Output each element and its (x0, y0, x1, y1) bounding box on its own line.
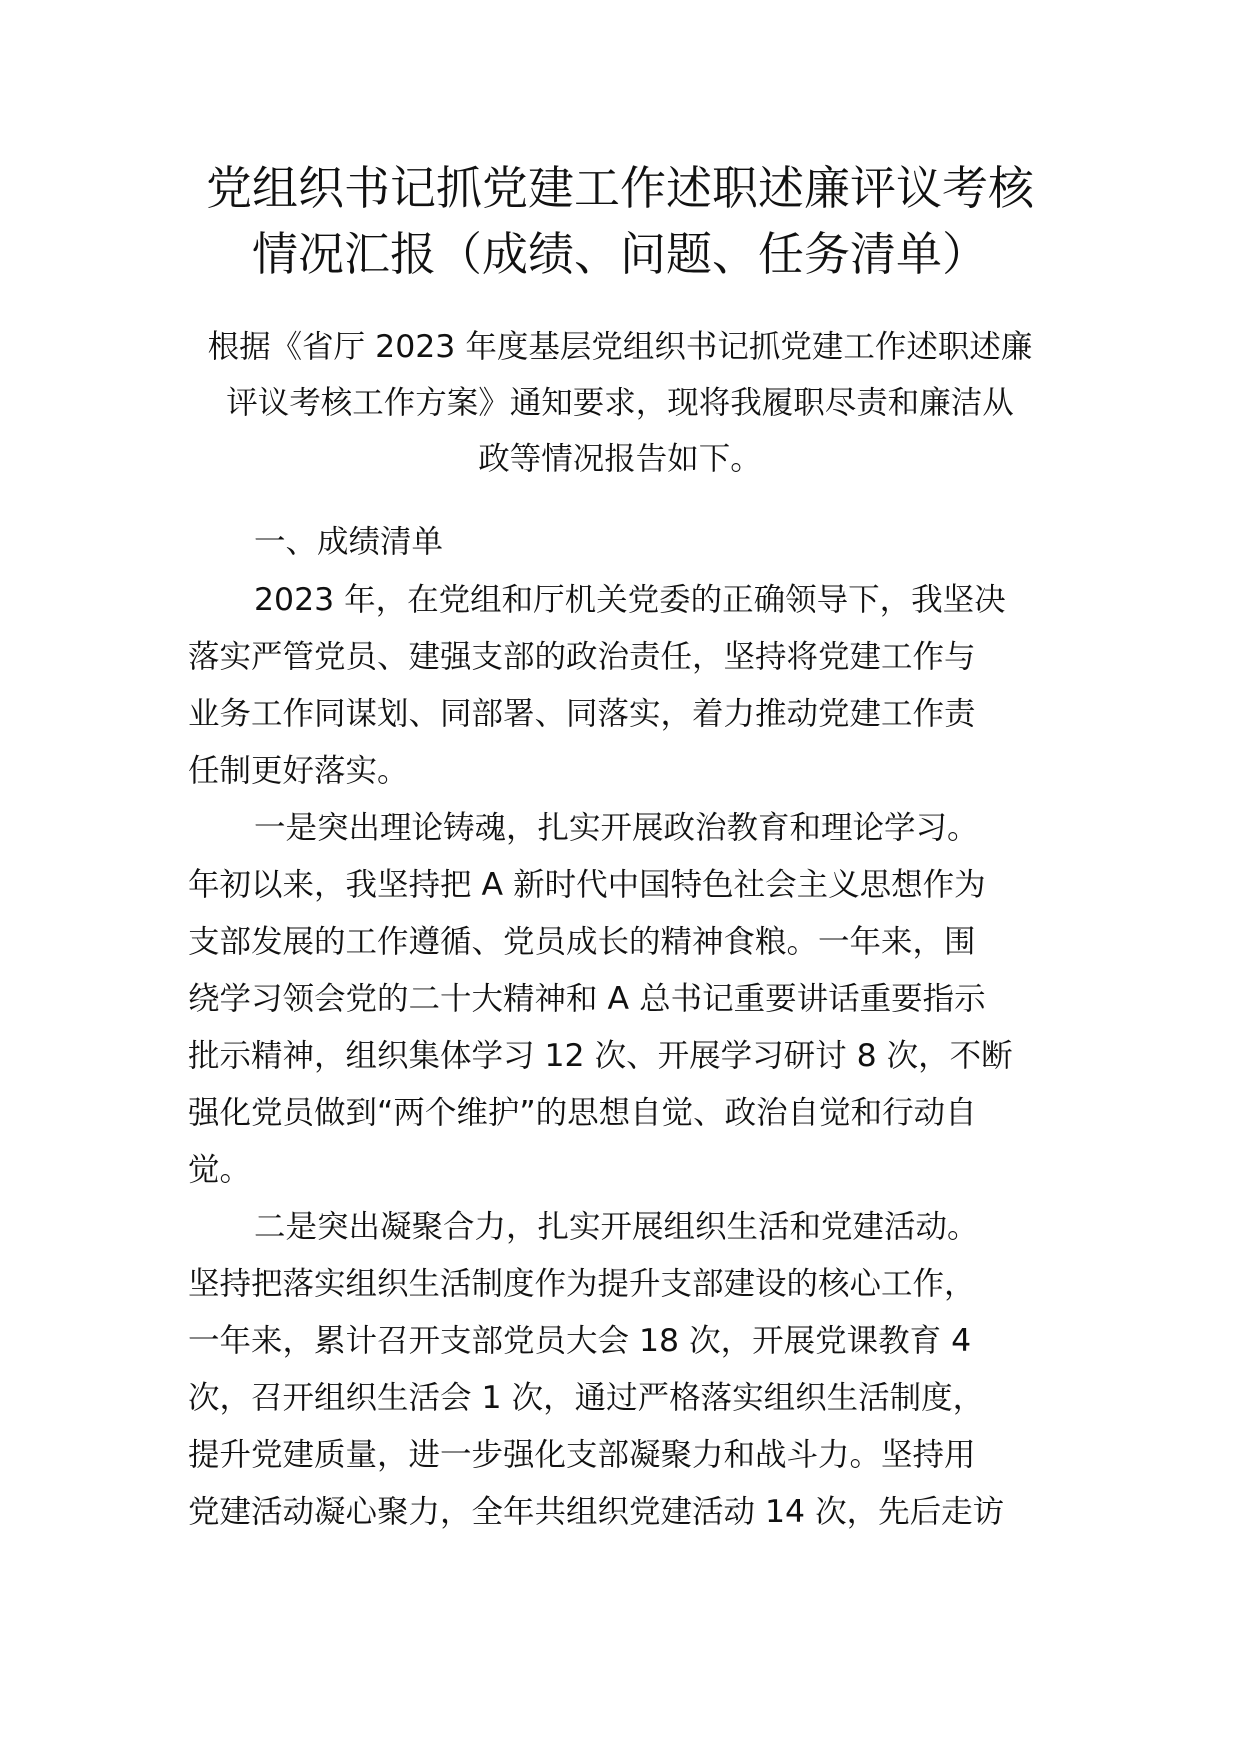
section-heading-achievements: 一、成绩清单 (254, 524, 444, 560)
paragraph-line: 业务工作同谋划、同部署、同落实，着力推动党建工作责 (188, 696, 976, 732)
paragraph-line: 任制更好落实。 (188, 753, 409, 789)
paragraph-line: 一是突出理论铸魂，扎实开展政治教育和理论学习。 (254, 810, 979, 846)
paragraph-line: 觉。 (188, 1152, 252, 1188)
paragraph-line: 提升党建质量，进一步强化支部凝聚力和战斗力。坚持用 (188, 1437, 976, 1473)
paragraph-line: 一年来，累计召开支部党员大会 18 次，开展党课教育 4 (188, 1323, 972, 1359)
document-title-line-1: 党组织书记抓党建工作述职述廉评议考核 (206, 161, 1034, 215)
paragraph-line: 批示精神，组织集体学习 12 次、开展学习研讨 8 次，不断 (188, 1038, 1013, 1074)
paragraph-line: 强化党员做到“两个维护”的思想自觉、政治自觉和行动自 (188, 1095, 977, 1131)
paragraph-line: 绕学习领会党的二十大精神和 A 总书记重要讲话重要指示 (188, 981, 986, 1017)
paragraph-line: 坚持把落实组织生活制度作为提升支部建设的核心工作， (188, 1266, 976, 1302)
document-title-line-2: 情况汇报（成绩、问题、任务清单） (252, 227, 988, 281)
intro-line-2: 评议考核工作方案》通知要求，现将我履职尽责和廉洁从 (226, 385, 1014, 421)
paragraph-line: 支部发展的工作遵循、党员成长的精神食粮。一年来，围 (188, 924, 976, 960)
paragraph-line: 年初以来，我坚持把 A 新时代中国特色社会主义思想作为 (188, 867, 986, 903)
intro-line-1: 根据《省厅 2023 年度基层党组织书记抓党建工作述职述廉 (207, 329, 1033, 365)
paragraph-line: 落实严管党员、建强支部的政治责任，坚持将党建工作与 (188, 639, 976, 675)
paragraph-line: 二是突出凝聚合力，扎实开展组织生活和党建活动。 (254, 1209, 979, 1245)
intro-line-3: 政等情况报告如下。 (478, 441, 762, 477)
paragraph-line: 2023 年，在党组和厅机关党委的正确领导下，我坚决 (254, 582, 1006, 618)
paragraph-line: 次，召开组织生活会 1 次，通过严格落实组织生活制度， (188, 1380, 985, 1416)
paragraph-line: 党建活动凝心聚力，全年共组织党建活动 14 次，先后走访 (188, 1494, 1005, 1530)
